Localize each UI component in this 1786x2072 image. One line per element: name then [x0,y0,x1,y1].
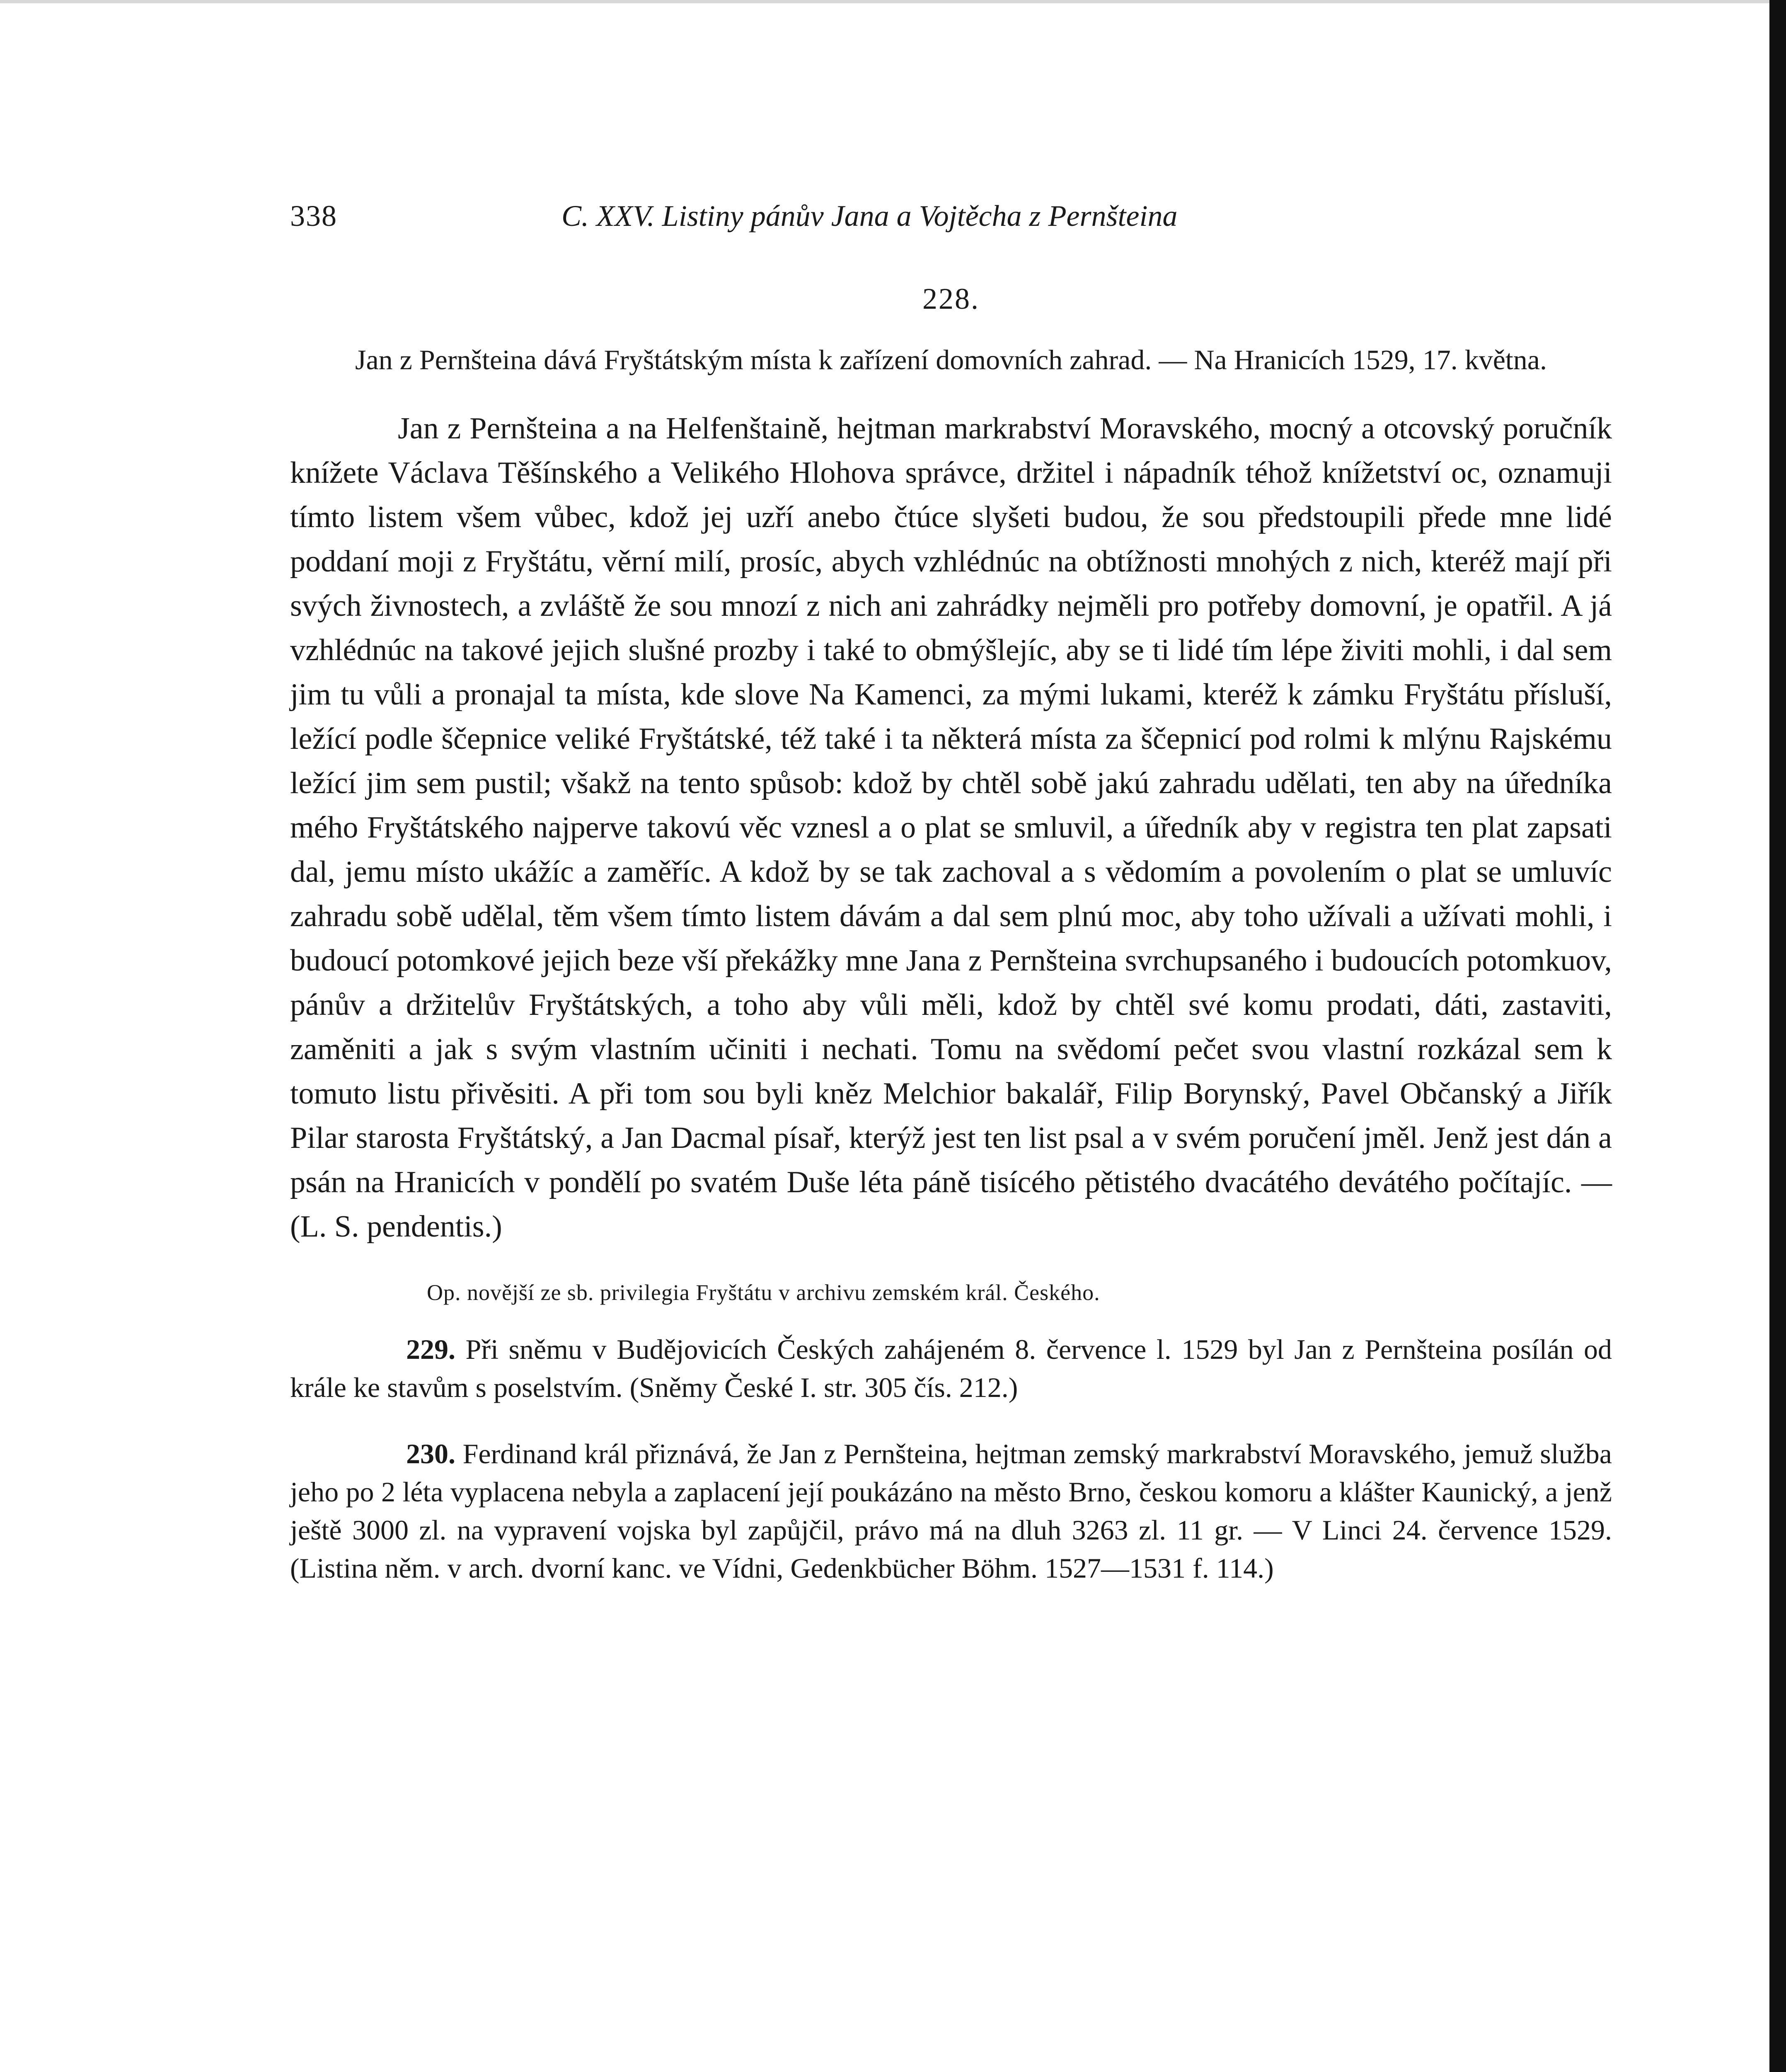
document-regest: Jan z Pernšteina dává Fryštátským místa k zařízení domovních zahrad. — Na Hranicích 1529, 17. května. [355,344,1547,375]
running-head [290,199,1612,236]
running-title: C. XXV. Listiny pánův Jana a Vojtěcha z Pernšteina [561,199,1178,232]
document-body: Jan z Pernšteina a na Helfenštaině, hejtman markrabství Moravského, mocný a otcovský poručník knížete Václava Těšínského a Velikého Hlohova správce, držitel i nápadník téhož knížetství oc, oznamuji tímto listem všem vůbec, kdož jej uzří anebo čtúce slyšeti budou, že sou předstoupili přede mne lidé poddaní moji z Fryštátu, věrní milí, prosíc, abych vzhlédnúc na obtížnosti mnohých z nich, kteréž mají při svých živnostech, a zvláště že sou mnozí z nich ani zahrádky nejměli pro potřeby domovní, je opatřil. A já vzhlédnúc na takové jejich slušné prozby i také to obmýšlejíc, aby se ti lidé tím lépe živiti mohli, i dal sem jim tu vůli a pronajal ta místa, kde slove Na Kamenci, za mými lukami, kteréž k zámku Fryštátu přísluší, ležící podle ščepnice veliké Fryštátské, též také i ta některá místa za ščepnicí pod rolmi k mlýnu Rajskému ležící jim sem pustil; všakž na tento spůsob: kdož by chtěl sobě jakú zahradu udělati, ten aby na úředníka mého Fryštátského najperve takovú věc vznesl a o plat se smluvil, a úředník aby v registra ten plat zapsati dal, jemu místo ukážíc a zaměříc. A kdož by se tak zachoval a s vědomím a povolením o plat se umluvíc zahradu sobě udělal, těm všem tímto listem dávám a dal sem plnú moc, aby toho užívali a užívati mohli, i budoucí potomkové jejich beze vší překážky mne Jana z Pernšteina svrchupsaného i budoucích potomkuov, pánův a držitelův Fryštátských, a toho aby vůli měli, kdož by chtěl své komu prodati, dáti, zastaviti, zaměniti a jak s svým vlastním učiniti i nechati. Tomu na svědomí pečet svou vlastní rozkázal sem k tomuto listu přivěsiti. A při tom sou byli kněz Melchior bakalář, Filip Borynský, Pavel Občanský a Jiřík Pilar starosta Fryštátský, a Jan Dacmal písař, kterýž jest ten list psal a v svém poručení jměl. Jenž jest dán a psán na Hranicích v pondělí po svatém Duše léta páně tisícého pětistého dvacátého devátého počítajíc. — (L. S. pendentis.) [290,411,1612,1244]
entry-text: Při sněmu v Budějovicích Českých zahájeném 8. července l. 1529 byl Jan z Pernšteina posílán od krále ke stavům s poselstvím. (Sněmy České I. str. 305 čís. 212.) [290,1334,1612,1403]
source-note: Op. novější ze sb. privilegia Fryštátu v archivu zemském král. Českého. [427,1280,1100,1305]
document-number: 228. [922,282,980,315]
page [290,199,1612,1615]
entry-number: 230. [406,1438,455,1469]
entry-229 [290,1330,1612,1406]
scan-edge-right [1769,0,1786,2072]
page-number: 338 [290,199,337,232]
entry-230 [290,1435,1612,1587]
scan-edge-top [0,0,1786,3]
entry-number: 229. [406,1334,455,1365]
entry-text: Ferdinand král přiznává, že Jan z Pernšteina, hejtman zemský markrabství Moravského, jemuž služba jeho po 2 léta vyplacena nebyla a zaplacení její poukázáno na město Brno, českou komoru a klášter Kaunický, a jenž ještě 3000 zl. na vypravení vojska byl zapůjčil, právo má na dluh 3263 zl. 11 gr. — V Linci 24. července 1529. (Listina něm. v arch. dvorní kanc. ve Vídni, Gedenkbücher Böhm. 1527—1531 f. 114.) [290,1438,1612,1584]
